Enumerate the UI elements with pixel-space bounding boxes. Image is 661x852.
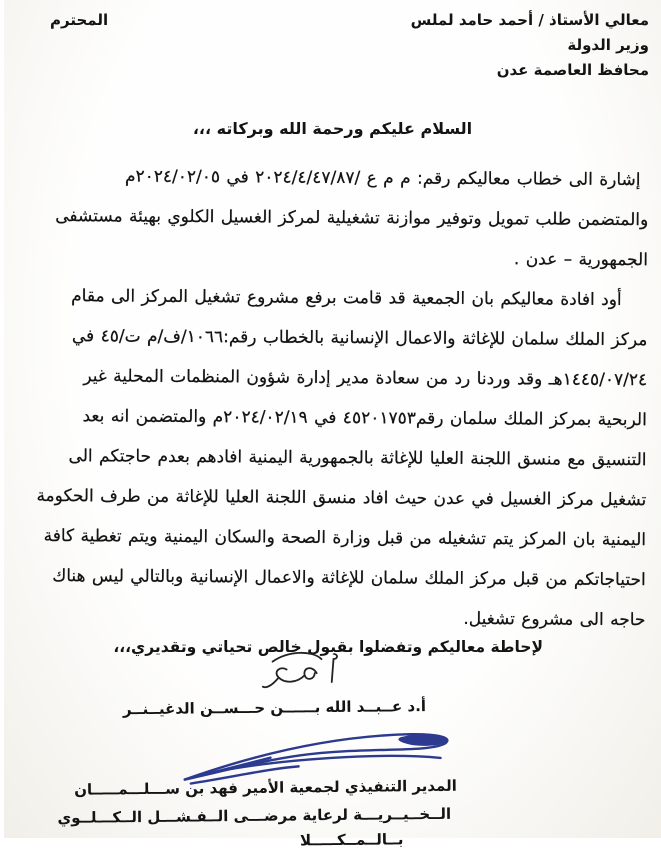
signer-role-line1: المدير التنفيذي لجمعية الأمير فهد بن ســـلـــمـــــان — [74, 776, 457, 799]
addressee-name: معالي الأستاذ / أحمد حامد لملس — [410, 11, 649, 29]
body-line: إشارة الى خطاب معاليكم رقم: م م ع /٢٠٢٤/٤/٤٧/٨٧ في ٢٠٢٤/٠٢/٠٥م — [124, 166, 641, 191]
closing-line: لإحاطة معاليكم وتفضلوا بقبول خالص تحياتي وتقديري،،، — [113, 638, 543, 656]
body-line: أود افادة معاليكم بان الجمعية قد قامت برفع مشروع تشغيل المركز الى مقام — [71, 286, 622, 311]
signer-role-line2: الــخــيــريـــة لرعاية مرضـــى الــفـشـــل الــكـــلــوي — [57, 804, 452, 827]
addressee-title-governor: محافظ العاصمة عدن — [496, 61, 649, 79]
salutation-line: السلام عليكم ورحمة الله وبركاته ،،، — [192, 119, 473, 138]
handwritten-note-icon — [254, 648, 354, 695]
body-line: الربحية بمركز الملك سلمان رقم٤٥٢٠١٧٥٣ في ٢٠٢٤/٠٢/١٩م والمتضمن انه بعد — [82, 406, 647, 431]
body-line: مركز الملك سلمان للإغاثة والاعمال الإنسانية بالخطاب رقم:١٠٦٦/ف/م ت/٤٥ في — [71, 326, 648, 351]
honorific-label: المحترم — [50, 11, 109, 29]
body-line: والمتضمن طلب تمويل وتوفير موازنة تشغيلية لمركز الغسيل الكلوي بهيئة مستشفى — [55, 206, 649, 231]
body-line: ١٤٤٥/٠٧/٢٤هـ وقد وردنا رد من سعادة مدير إدارة شؤون المنظمات المحلية غير — [83, 366, 648, 391]
signer-role-line3-clipped: بــالــمــكـــــلا — [299, 830, 404, 850]
body-line: تشغيل مركز الغسيل في عدن حيث افاد منسق اللجنة العليا للإغاثة من طرف الحكومة — [36, 485, 647, 511]
letter-page — [4, 0, 661, 850]
addressee-title-minister: وزير الدولة — [567, 36, 649, 54]
body-line: حاجه الى مشروع تشغيل. — [463, 608, 646, 631]
signer-name: أ.د عــبــد الله بــــــن حـــســن الدغيــنــر — [122, 697, 427, 719]
body-line: احتياجاتكم من قبل مركز الملك سلمان للإغاثة والاعمال الإنسانية وبالتالي ليس هناك — [52, 566, 646, 591]
body-line: اليمنية بان المركز يتم تشغيله من قبل وزارة الصحة والسكان اليمنية ويتم تغطية كافة — [43, 526, 647, 551]
body-line: التنسيق مع منسق اللجنة العليا للإغاثة بالجمهورية اليمنية افادهم بعدم حاجتكم الى — [68, 446, 647, 471]
body-line: الجمهورية – عدن . — [513, 249, 649, 271]
